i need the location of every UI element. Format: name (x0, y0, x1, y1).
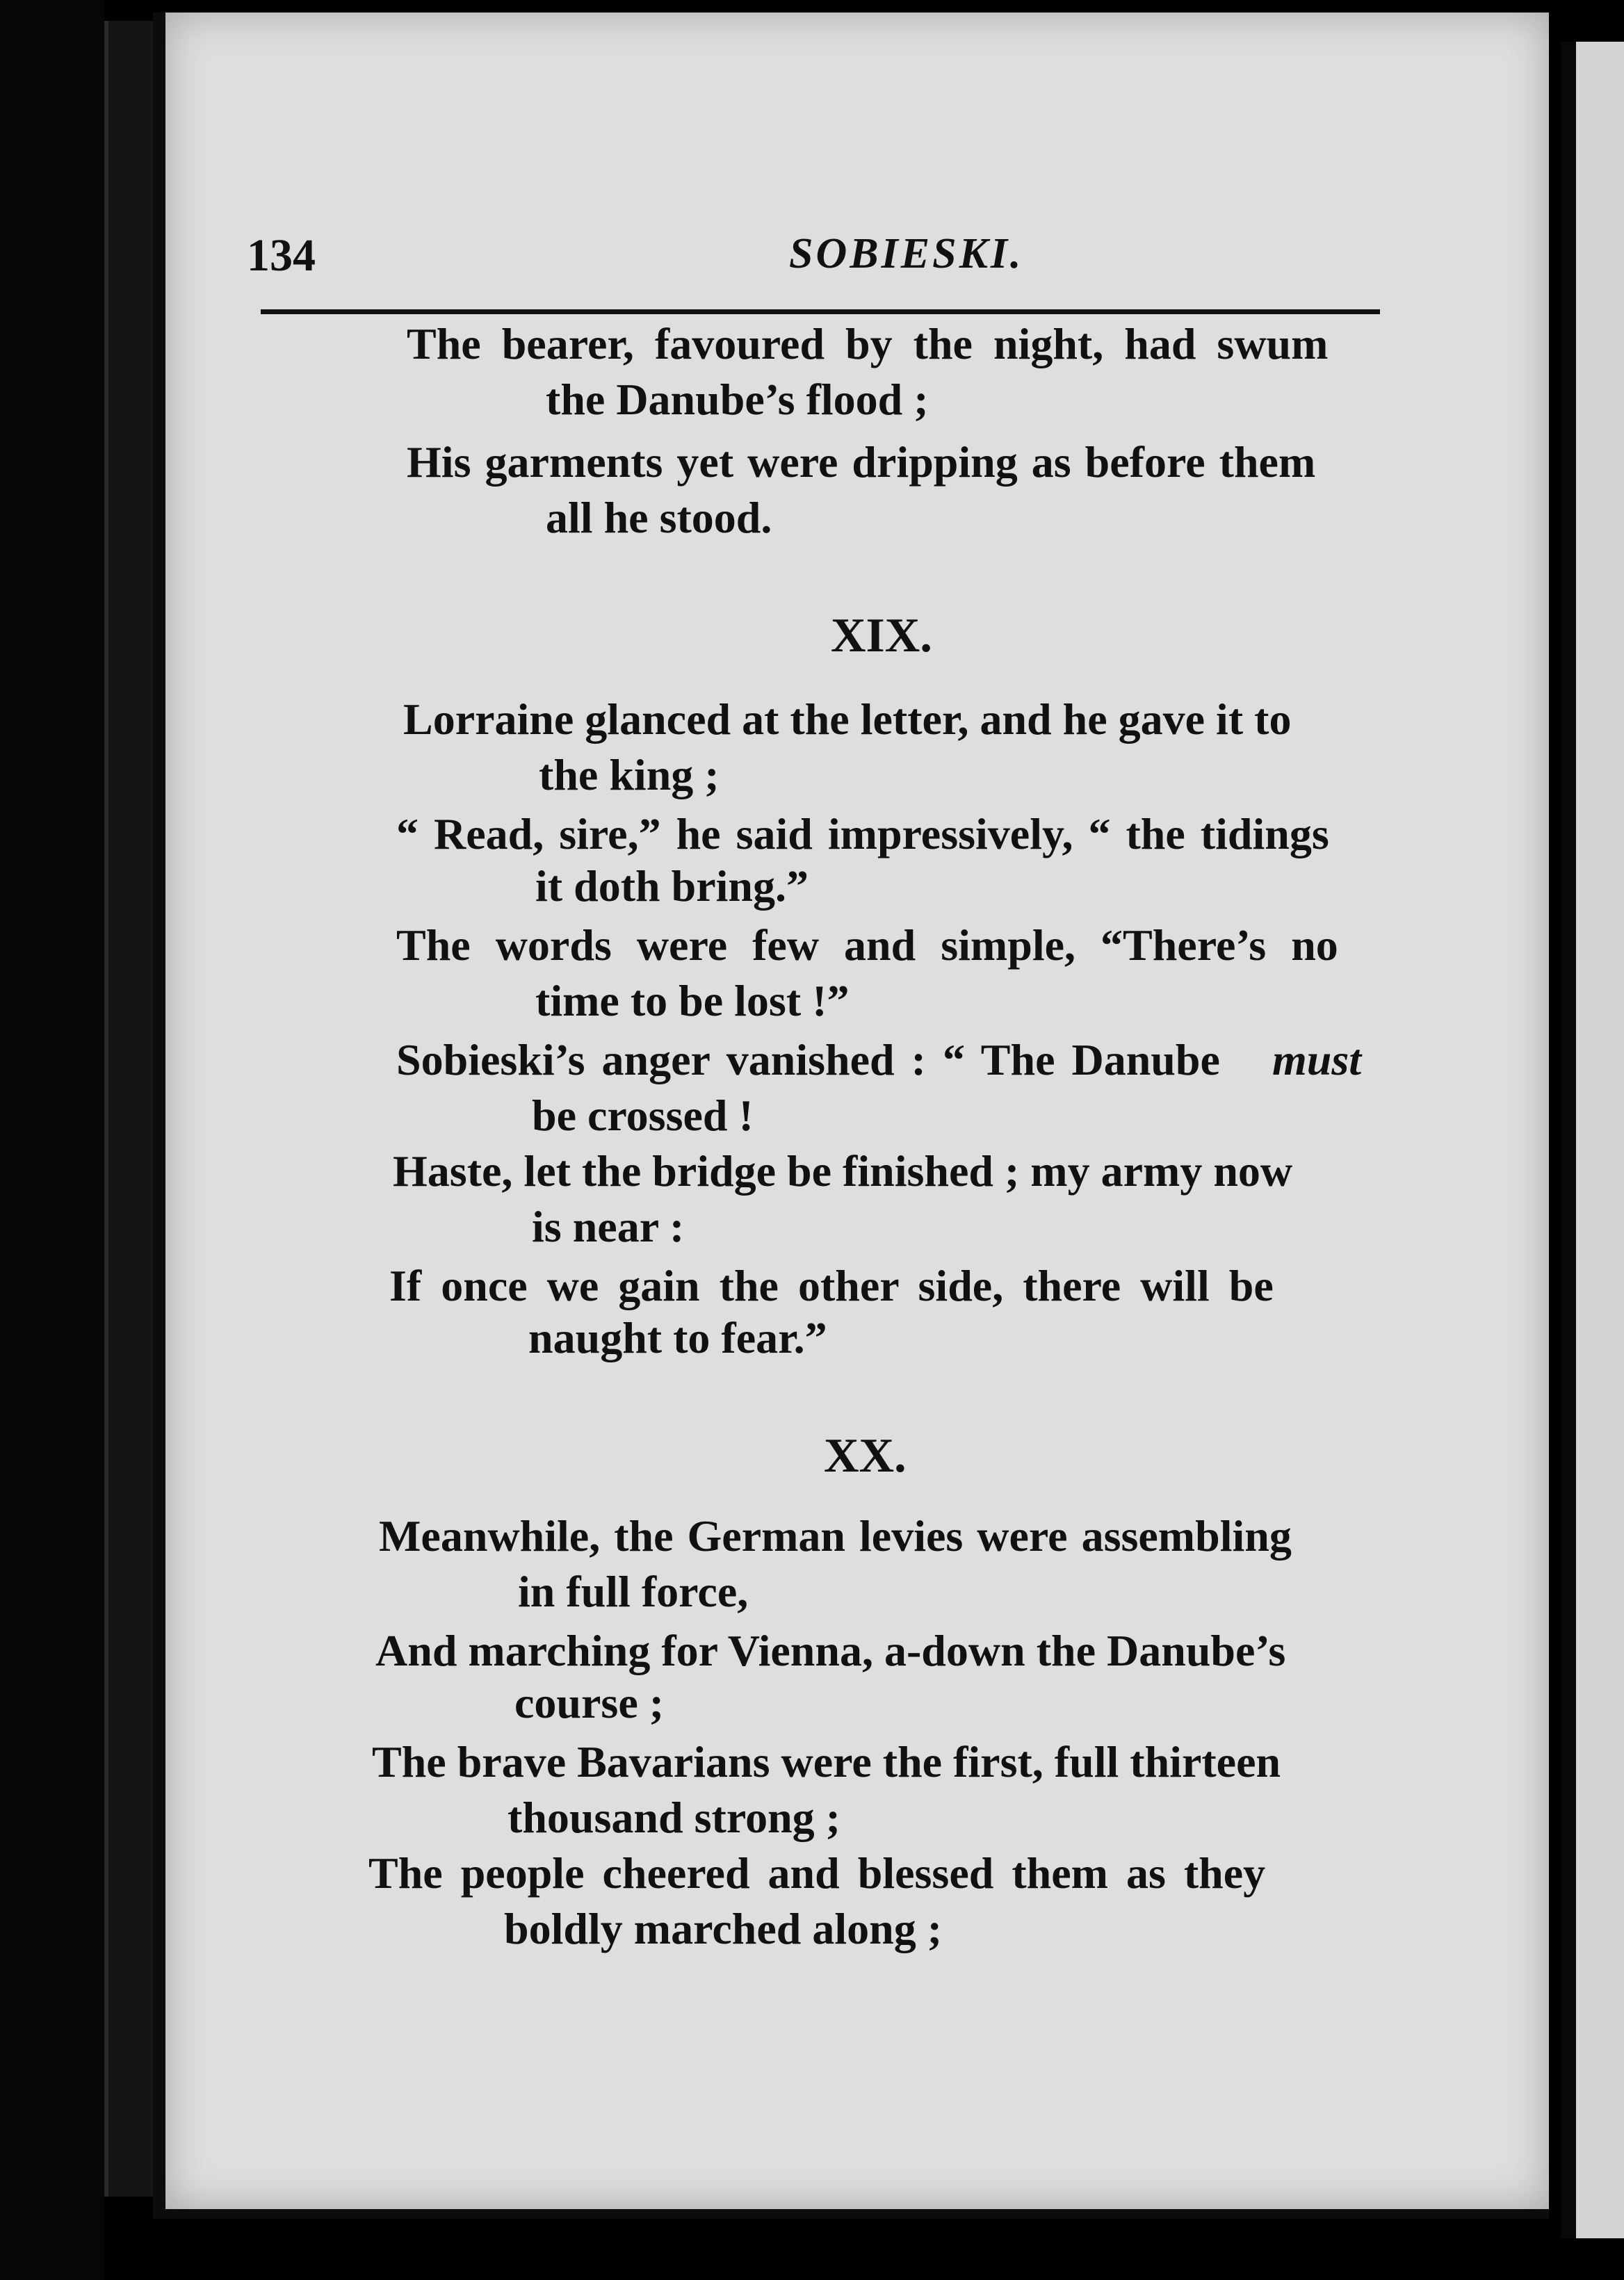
verse-line: Sobieski’s anger vanished : “ The Danube (396, 1035, 1220, 1084)
verse-line: If once we gain the other side, there will be (389, 1261, 1274, 1310)
running-title: SOBIESKI. (789, 230, 1024, 277)
verse-line: The people cheered and blessed them as they (368, 1848, 1266, 1898)
left-background (0, 0, 104, 2280)
verse-line: Haste, let the bridge be finished ; my army now (393, 1146, 1293, 1196)
next-page-edge (1561, 42, 1624, 2238)
verse-line: naught to fear.” (528, 1313, 827, 1362)
verse-line: be crossed ! (532, 1091, 754, 1140)
verse-line: The bearer, favoured by the night, had swum (407, 319, 1329, 368)
verse-line: Lorraine glanced at the letter, and he gave it to (403, 694, 1292, 744)
verse-line: is near : (532, 1202, 685, 1251)
section-number-xx: XX. (824, 1429, 907, 1483)
verse-line: the Danube’s flood ; (546, 375, 929, 424)
page-number: 134 (247, 230, 316, 281)
verse-line: it doth bring.” (535, 861, 809, 911)
verse-line: The brave Bavarians were the first, full thirteen (372, 1737, 1281, 1786)
verse-line: all he stood. (546, 493, 772, 542)
page-header (247, 229, 1359, 313)
header-rule (261, 309, 1380, 314)
verse-line: thousand strong ; (508, 1793, 841, 1842)
verse-line: time to be lost !” (535, 976, 850, 1025)
verse-line: His garments yet were dripping as before them (407, 437, 1316, 487)
verse-line: Meanwhile, the German levies were assembling (379, 1511, 1292, 1561)
emphasized-word: must (1272, 1035, 1362, 1084)
verse-line: course ; (514, 1678, 665, 1727)
verse-line: in full force, (518, 1567, 749, 1616)
verse-line: boldly marched along ; (504, 1904, 942, 1953)
verse-line: And marching for Vienna, a-down the Danube’s (375, 1626, 1286, 1675)
verse-line: the king ; (539, 750, 720, 799)
verse-line: The words were few and simple, “There’s no (396, 920, 1338, 970)
section-number-xix: XIX. (831, 609, 932, 662)
verse-line: “ Read, sire,” he said impressively, “ the tidings (396, 809, 1329, 858)
